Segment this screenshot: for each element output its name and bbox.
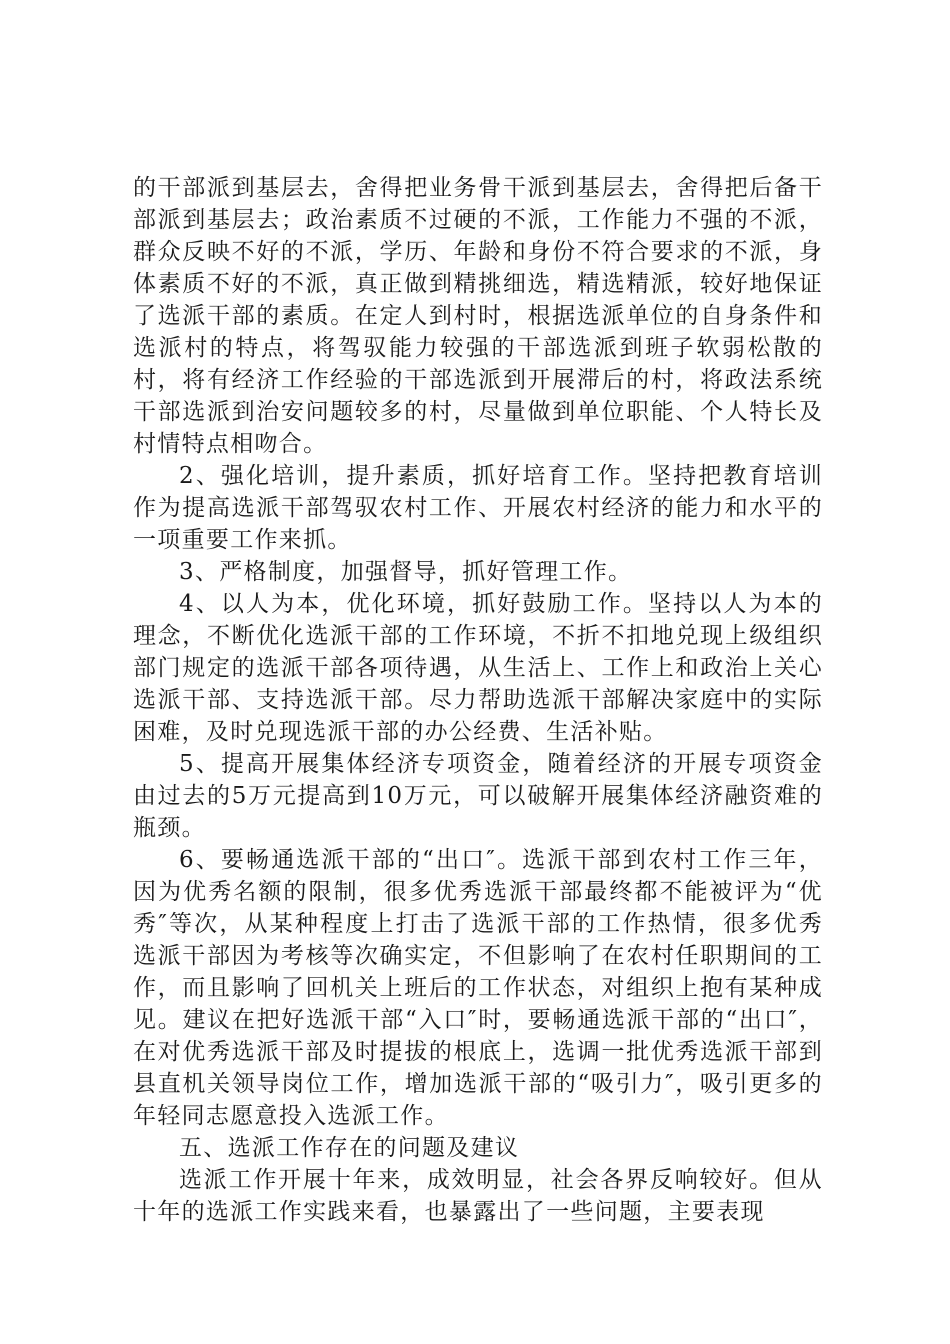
paragraph-2: 2、强化培训，提升素质，抓好培育工作。坚持把教育培训作为提高选派干部驾驭农村工作、开展农村经济的能力和水平的一项重要工作来抓。 bbox=[133, 463, 823, 553]
paragraph-7: 选派工作开展十年来，成效明显，社会各界反响较好。但从十年的选派工作实践来看，也暴露出了一些问题，主要表现 bbox=[133, 1167, 823, 1225]
paragraph-5: 5、提高开展集体经济专项资金，随着经济的开展专项资金由过去的5万元提高到10万元，可以破解开展集体经济融资难的瓶颈。 bbox=[133, 751, 823, 841]
paragraph-1: 的干部派到基层去，舍得把业务骨干派到基层去，舍得把后备干部派到基层去；政治素质不过硬的不派，工作能力不强的不派，群众反映不好的不派，学历、年龄和身份不符合要求的不派，身体素质不好的不派，真正做到精挑细选，精选精派，较好地保证了选派干部的素质。在定人到村时，根据选派单位的自身条件和选派村的特点，将驾驭能力较强的干部选派到班子软弱松散的村，将有经济工作经验的干部选派到开展滞后的村，将政法系统干部选派到治安问题较多的村，尽量做到单位职能、个人特长及村情特点相吻合。 bbox=[133, 175, 823, 457]
document-body bbox=[133, 172, 823, 1228]
section-heading: 五、选派工作存在的问题及建议 bbox=[179, 1135, 520, 1161]
paragraph-6: 6、要畅通选派干部的“出口″。选派干部到农村工作三年，因为优秀名额的限制，很多优秀选派干部最终都不能被评为“优秀″等次，从某种程度上打击了选派干部的工作热情，很多优秀选派干部因为考核等次确实定，不但影响了在农村任职期间的工作，而且影响了回机关上班后的工作状态，对组织上抱有某种成见。建议在把好选派干部“入口″时，要畅通选派干部的“出口″，在对优秀选派干部及时提拔的根底上，选调一批优秀选派干部到县直机关领导岗位工作，增加选派干部的“吸引力″，吸引更多的年轻同志愿意投入选派工作。 bbox=[133, 847, 823, 1129]
paragraph-3: 3、严格制度，加强督导，抓好管理工作。 bbox=[179, 559, 633, 585]
paragraph-4: 4、以人为本，优化环境，抓好鼓励工作。坚持以人为本的理念，不断优化选派干部的工作环境，不折不扣地兑现上级组织部门规定的选派干部各项待遇，从生活上、工作上和政治上关心选派干部、支持选派干部。尽力帮助选派干部解决家庭中的实际困难，及时兑现选派干部的办公经费、生活补贴。 bbox=[133, 591, 823, 745]
